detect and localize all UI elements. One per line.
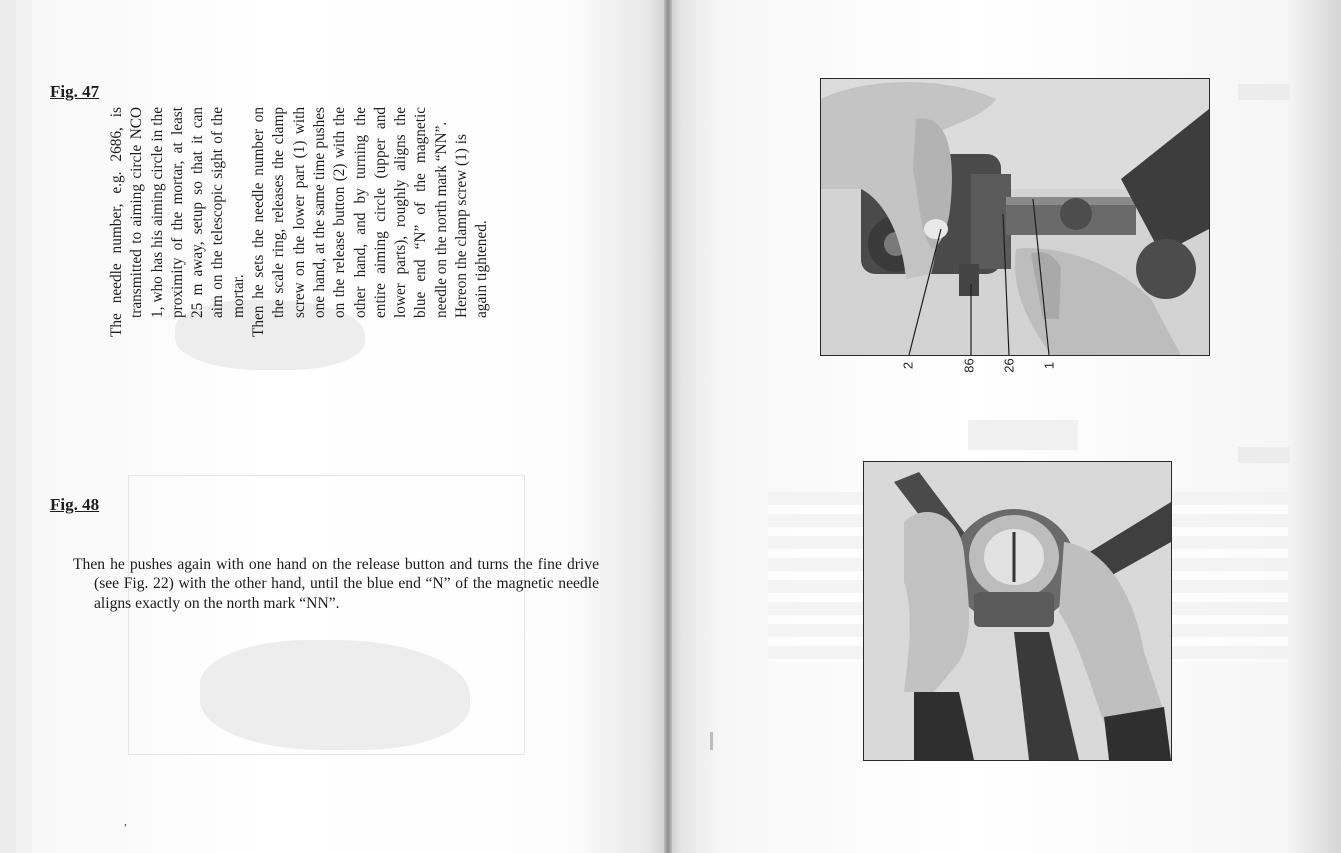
bleed-through-text: [48, 515, 52, 533]
fig47-paragraph: Hereon the clamp screw (1) is again tightened.: [453, 134, 491, 318]
book-gutter: [664, 0, 672, 853]
callout-label-26: 26: [1001, 358, 1017, 373]
bleed-through-block: [1238, 447, 1290, 463]
fig47-paragraph: The needle number, e.g. 2686, is transmitted to aiming circle NCO 1, who has his aiming circle in the proximity of the mortar, at least 25 m away, setup so that it can aim on the telescopic sight of the mortar.: [108, 107, 247, 337]
photo-top-illustration: [821, 79, 1209, 355]
photo-aiming-circle-release: [820, 78, 1210, 356]
fig48-paragraph: Then he pushes again with one hand on the release button and turns the fine drive (see Fig. 22) with the other hand, until the blue end “N” of the magnetic needle aligns exactly on the north mark “NN”.: [73, 556, 599, 612]
callout-label-2: 2: [900, 361, 916, 370]
fig47-paragraph: Then he sets the needle number on the scale ring, releases the clamp screw on the lower part (1) with one hand, at the same time pushes on the release button (2) with the other hand, and by turning the entire aiming circle (upper and lower parts), roughly aligns the blue end “N” of the magnetic needle on the north mark “NN”.: [250, 107, 450, 337]
page-mark: [710, 732, 713, 750]
bleed-through-block: [968, 420, 1078, 450]
left-page: [0, 0, 668, 853]
callout-label-86: 86: [961, 358, 977, 373]
bleed-through-shape: [200, 640, 470, 750]
photo-bottom-illustration: [864, 462, 1171, 760]
ink-speck: ,: [124, 814, 127, 828]
bleed-through-block: [1238, 84, 1290, 100]
fig47-label: Fig. 47: [50, 82, 100, 101]
photo-fine-drive-adjustment: [863, 461, 1172, 761]
callout-label-1: 1: [1041, 361, 1057, 370]
fig47-rotated-text: [107, 107, 493, 337]
fig48-label: Fig. 48: [50, 495, 100, 514]
right-page: [668, 0, 1341, 853]
